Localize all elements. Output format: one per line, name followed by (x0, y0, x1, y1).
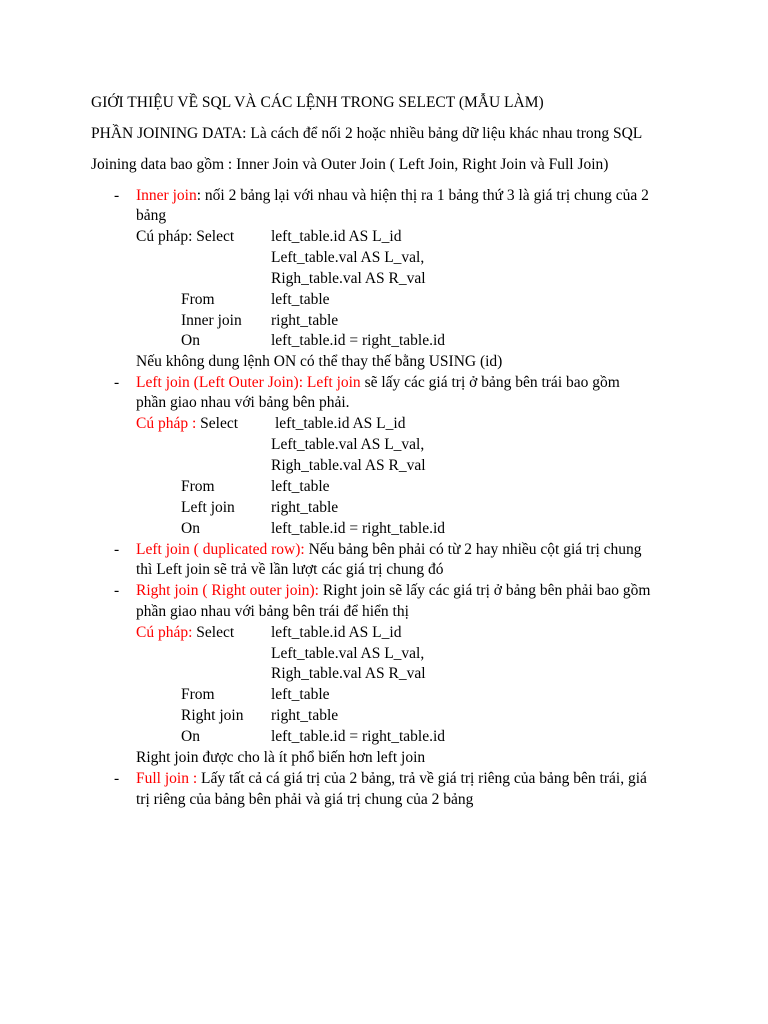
inner-from-keyword: From (181, 291, 215, 308)
left-join-keyword: Left join (181, 499, 235, 516)
left-join-label: Left join (Left Outer Join): Left join (136, 374, 361, 391)
right-syntax-select: Select (192, 624, 235, 641)
inner-join-value: right_table (271, 312, 339, 329)
doc-title: GIỚI THIỆU VỀ SQL VÀ CÁC LỆNH TRONG SELECT (MẪU LÀM) (91, 94, 544, 111)
section-heading: PHẦN JOINING DATA: Là cách để nối 2 hoặc nhiều bảng dữ liệu khác nhau trong SQL (91, 125, 643, 142)
left-select-col-1: left_table.id AS L_id (275, 415, 406, 432)
left-on-value: left_table.id = right_table.id (271, 520, 446, 537)
inner-join-desc (136, 186, 649, 206)
inner-on-keyword: On (181, 332, 200, 349)
left-join-value: right_table (271, 499, 339, 516)
right-syntax-label (136, 623, 234, 643)
full-join-label: Full join : (136, 770, 198, 787)
left-join-desc-text: sẽ lấy các giá trị ở bảng bên trái bao gồm (360, 374, 620, 391)
bullet-marker: - (114, 770, 120, 787)
left-on-keyword: On (181, 520, 200, 537)
right-select-col-2: Left_table.val AS L_val, (271, 645, 425, 662)
full-join-desc-text: Lấy tất cả cá giá trị của 2 bảng, trả về giá trị riêng của bảng bên trái, giá (197, 770, 647, 787)
bullet-marker: - (114, 541, 120, 558)
inner-select-col-1: left_table.id AS L_id (271, 228, 402, 245)
right-join-label: Right join ( Right outer join): (136, 582, 319, 599)
left-dup-desc-text: Nếu bảng bên phải có từ 2 hay nhiều cột giá trị chung (304, 541, 642, 558)
inner-join-desc-text: : nối 2 bảng lại với nhau và hiện thị ra 1 bảng thứ 3 là giá trị chung của 2 (196, 187, 649, 204)
right-select-col-1: left_table.id AS L_id (271, 624, 402, 641)
inner-join-keyword: Inner join (181, 312, 242, 329)
intro-paragraph: Joining data bao gồm : Inner Join và Outer Join ( Left Join, Right Join và Full Join) (91, 156, 609, 173)
right-select-col-3: Righ_table.val AS R_val (271, 665, 426, 682)
inner-select-col-3: Righ_table.val AS R_val (271, 270, 426, 287)
right-join-desc-cont: phần giao nhau với bảng bên trái để hiển thị (136, 603, 409, 620)
bullet-marker: - (114, 187, 120, 204)
right-from-value: left_table (271, 686, 330, 703)
right-on-value: left_table.id = right_table.id (271, 728, 446, 745)
inner-select-col-2: Left_table.val AS L_val, (271, 249, 425, 266)
inner-note: Nếu không dung lệnh ON có thể thay thế bằng USING (id) (136, 353, 503, 370)
left-syntax-select: Select (196, 415, 239, 432)
left-syntax-label (136, 414, 238, 434)
inner-syntax-label: Cú pháp: Select (136, 228, 235, 245)
bullet-marker: - (114, 374, 120, 391)
left-dup-desc-cont: thì Left join sẽ trả về lần lượt các giá trị chung đó (136, 561, 444, 578)
left-dup-label: Left join ( duplicated row): (136, 541, 305, 558)
bullet-marker: - (114, 582, 120, 599)
inner-join-desc-cont: bảng (136, 207, 167, 224)
inner-from-value: left_table (271, 291, 330, 308)
right-syntax-prefix: Cú pháp: (136, 624, 193, 641)
left-dup-desc (136, 540, 642, 560)
inner-join-label: Inner join (136, 187, 197, 204)
left-select-col-2: Left_table.val AS L_val, (271, 436, 425, 453)
inner-on-value: left_table.id = right_table.id (271, 332, 446, 349)
full-join-desc-cont: trị riêng của bảng bên phải và giá trị chung của 2 bảng (136, 791, 474, 808)
full-join-desc (136, 769, 647, 789)
right-on-keyword: On (181, 728, 200, 745)
left-syntax-prefix: Cú pháp : (136, 415, 197, 432)
right-join-keyword: Right join (181, 707, 244, 724)
left-select-col-3: Righ_table.val AS R_val (271, 457, 426, 474)
right-join-value: right_table (271, 707, 339, 724)
right-join-desc (136, 581, 650, 601)
right-join-desc-text: Right join sẽ lấy các giá trị ở bảng bên phải bao gồm (318, 582, 651, 599)
right-from-keyword: From (181, 686, 215, 703)
right-note: Right join được cho là ít phổ biến hơn left join (136, 749, 426, 766)
left-join-desc-cont: phần giao nhau với bảng bên phải. (136, 394, 350, 411)
left-from-value: left_table (271, 478, 330, 495)
left-join-desc (136, 373, 620, 393)
left-from-keyword: From (181, 478, 215, 495)
